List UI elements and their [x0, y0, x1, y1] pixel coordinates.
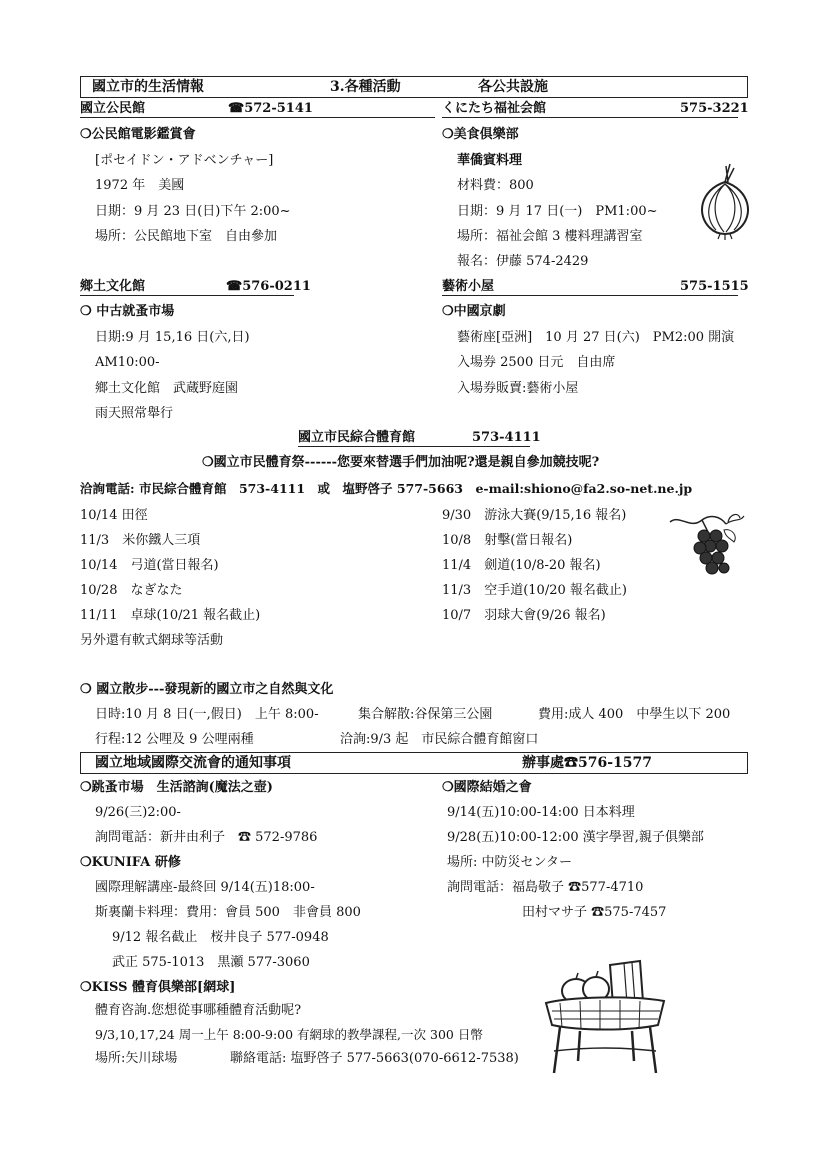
- list-item: 10/8 射擊(當日報名): [442, 533, 573, 548]
- kominkan-date: 日期：9 月 23 日(日)下午 2:00~: [95, 204, 291, 219]
- kiss-line3-a: 場所:矢川球場: [95, 1051, 178, 1066]
- kyodo-place: 鄉土文化館 武蔵野庭園: [95, 381, 239, 396]
- kominkan-name: 國立公民館: [80, 101, 146, 116]
- flea-date: 9/26(三)2:00-: [95, 805, 181, 820]
- walk-line1-c: 費用:成人 400 中學生以下 200: [538, 707, 731, 722]
- list-item: 11/3 空手道(10/20 報名截止): [442, 583, 627, 598]
- gym-phone: 573-4111: [472, 430, 541, 445]
- walk-line1-b: 集合解散:谷保第三公園: [358, 707, 493, 722]
- ring-bullet-icon: ❍: [442, 127, 454, 142]
- kominkan-place: 場所：公民館地下室 自由參加: [95, 229, 278, 244]
- kyodo-name: 鄉土文化館: [80, 279, 146, 294]
- walk-line2-a: 行程:12 公哩及 9 公哩兩種: [95, 732, 254, 747]
- gym-event-title: ❍國立市民體育祭------您要來替選手們加油呢?還是親自參加競技呢?: [202, 455, 600, 470]
- list-item: 10/14 田徑: [80, 508, 148, 523]
- ring-bullet-icon: ❍: [202, 455, 214, 470]
- fukushi-event-title: ❍美食俱樂部: [442, 127, 519, 142]
- gym-note: 另外還有軟式網球等活動: [80, 633, 224, 648]
- gym-contact: 洽詢電話: 市民綜合體育館 573-4111 或 塩野啓子 577-5663 e-mail:shiono@fa2.so-net.ne.jp: [80, 481, 693, 496]
- kyodo-rain: 雨天照常舉行: [95, 406, 174, 421]
- header-subtitle: 各公共設施: [478, 79, 548, 95]
- flea-title: ❍跳蚤市場 生活諮詢(魔法之壺): [80, 780, 273, 795]
- fukushi-name: くにたち福祉会館: [442, 101, 547, 116]
- ring-bullet-icon: ❍: [442, 304, 454, 319]
- ring-bullet-icon: ❍: [80, 304, 97, 319]
- marriage-title: ❍國際結婚之會: [442, 780, 532, 795]
- gym-name: 國立市民綜合體育館: [298, 430, 416, 445]
- intl-office: 辦事處☎576-1577: [522, 755, 652, 771]
- marriage-line2: 9/28(五)10:00-12:00 漢字學習,親子俱樂部: [447, 830, 704, 845]
- geijutsu-ticket: 入場券 2500 日元 自由席: [457, 355, 616, 370]
- list-item: 10/28 なぎなた: [80, 583, 183, 598]
- kunifa-title: ❍KUNIFA 研修: [80, 855, 181, 870]
- ring-bullet-icon: ❍: [80, 855, 92, 870]
- list-item: 11/3 米你鐵人三項: [80, 533, 201, 548]
- geijutsu-name: 藝術小屋: [442, 279, 495, 294]
- kominkan-film-title: [ポセイドン・アドベンチャー]: [95, 153, 274, 168]
- kominkan-phone: ☎572-5141: [228, 101, 313, 116]
- list-item: 9/30 游泳大賽(9/15,16 報名): [442, 508, 627, 523]
- kyodo-phone: ☎576-0211: [226, 279, 311, 294]
- list-item: 10/7 羽球大會(9/26 報名): [442, 608, 606, 623]
- ring-bullet-icon: ❍: [442, 780, 454, 795]
- fukushi-dish: 華僑賓料理: [457, 153, 523, 168]
- geijutsu-venue: 藝術座[亞洲] 10 月 27 日(六) PM2:00 開演: [457, 330, 735, 345]
- marriage-line1: 9/14(五)10:00-14:00 日本料理: [447, 805, 635, 820]
- kyodo-event-title: ❍ 中古就蚤市場: [80, 304, 175, 319]
- fukushi-place: 場所：福祉会館 3 樓料理講習室: [457, 229, 643, 244]
- walk-line1-a: 日時:10 月 8 日(一,假日) 上午 8:00-: [95, 707, 319, 722]
- ring-bullet-icon: ❍: [80, 980, 92, 995]
- kiss-title: ❍KISS 體育俱樂部[網球]: [80, 980, 236, 995]
- kiss-line3-b: 聯絡電話: 塩野啓子 577-5663(070-6612-7538): [230, 1051, 519, 1066]
- walk-title: ❍ 國立散步---發現新的國立市之自然與文化: [80, 682, 334, 697]
- fukushi-apply: 報名：伊藤 574-2429: [457, 254, 589, 269]
- list-item: 10/14 弓道(當日報名): [80, 558, 219, 573]
- header-section: 3.各種活動: [330, 79, 401, 95]
- ring-bullet-icon: ❍: [80, 682, 97, 697]
- kunifa-line2: 斯裏蘭卡料理：費用：會員 500 非會員 800: [95, 905, 361, 920]
- marriage-contact: 詢問電話：福島敬子 ☎577-4710: [447, 880, 644, 895]
- list-item: 11/11 卓球(10/21 報名截止): [80, 608, 261, 623]
- marriage-place: 場所: 中防災センター: [447, 855, 572, 870]
- onion-illustration: [690, 160, 760, 240]
- kunifa-line4: 武正 575-1013 黒瀬 577-3060: [112, 955, 310, 970]
- fruit-basket-illustration: [540, 955, 670, 1085]
- intl-title: 國立地域國際交流會的通知事項: [95, 755, 291, 771]
- kominkan-event-title: ❍公民館電影鑑賞會: [80, 127, 196, 142]
- kunifa-line3: 9/12 報名截止 桜井良子 577-0948: [112, 930, 329, 945]
- walk-line2-b: 洽詢:9/3 起 市民綜合體育館窗口: [340, 732, 539, 747]
- fukushi-phone: 575-3221: [680, 101, 749, 116]
- geijutsu-phone: 575-1515: [680, 279, 749, 294]
- header-title: 國立市的生活情報: [92, 79, 204, 95]
- kiss-line1: 體育咨詢.您想從事哪種體育活動呢?: [95, 1003, 302, 1018]
- marriage-contact2: 田村マサ子 ☎575-7457: [522, 905, 667, 920]
- ring-bullet-icon: ❍: [80, 127, 92, 142]
- geijutsu-event-title: ❍中國京劇: [442, 304, 506, 319]
- grapes-illustration: [668, 510, 748, 585]
- kyodo-time: AM10:00-: [95, 355, 160, 370]
- kunifa-line1: 國際理解講座-最終回 9/14(五)18:00-: [95, 880, 315, 895]
- kiss-line2: 9/3,10,17,24 周一上午 8:00-9:00 有網球的教學課程,一次 300 日幣: [95, 1027, 483, 1042]
- flea-contact: 詢問電話：新井由利子 ☎ 572-9786: [95, 830, 318, 845]
- ring-bullet-icon: ❍: [80, 780, 92, 795]
- list-item: 11/4 劍道(10/8-20 報名): [442, 558, 601, 573]
- kominkan-film-year: 1972 年 美國: [95, 178, 185, 193]
- fukushi-fee: 材料費：800: [457, 178, 534, 193]
- kyodo-date: 日期:9 月 15,16 日(六,日): [95, 330, 250, 345]
- fukushi-date: 日期：9 月 17 日(一) PM1:00~: [457, 204, 658, 219]
- geijutsu-sale: 入場券販賣:藝術小屋: [457, 381, 579, 396]
